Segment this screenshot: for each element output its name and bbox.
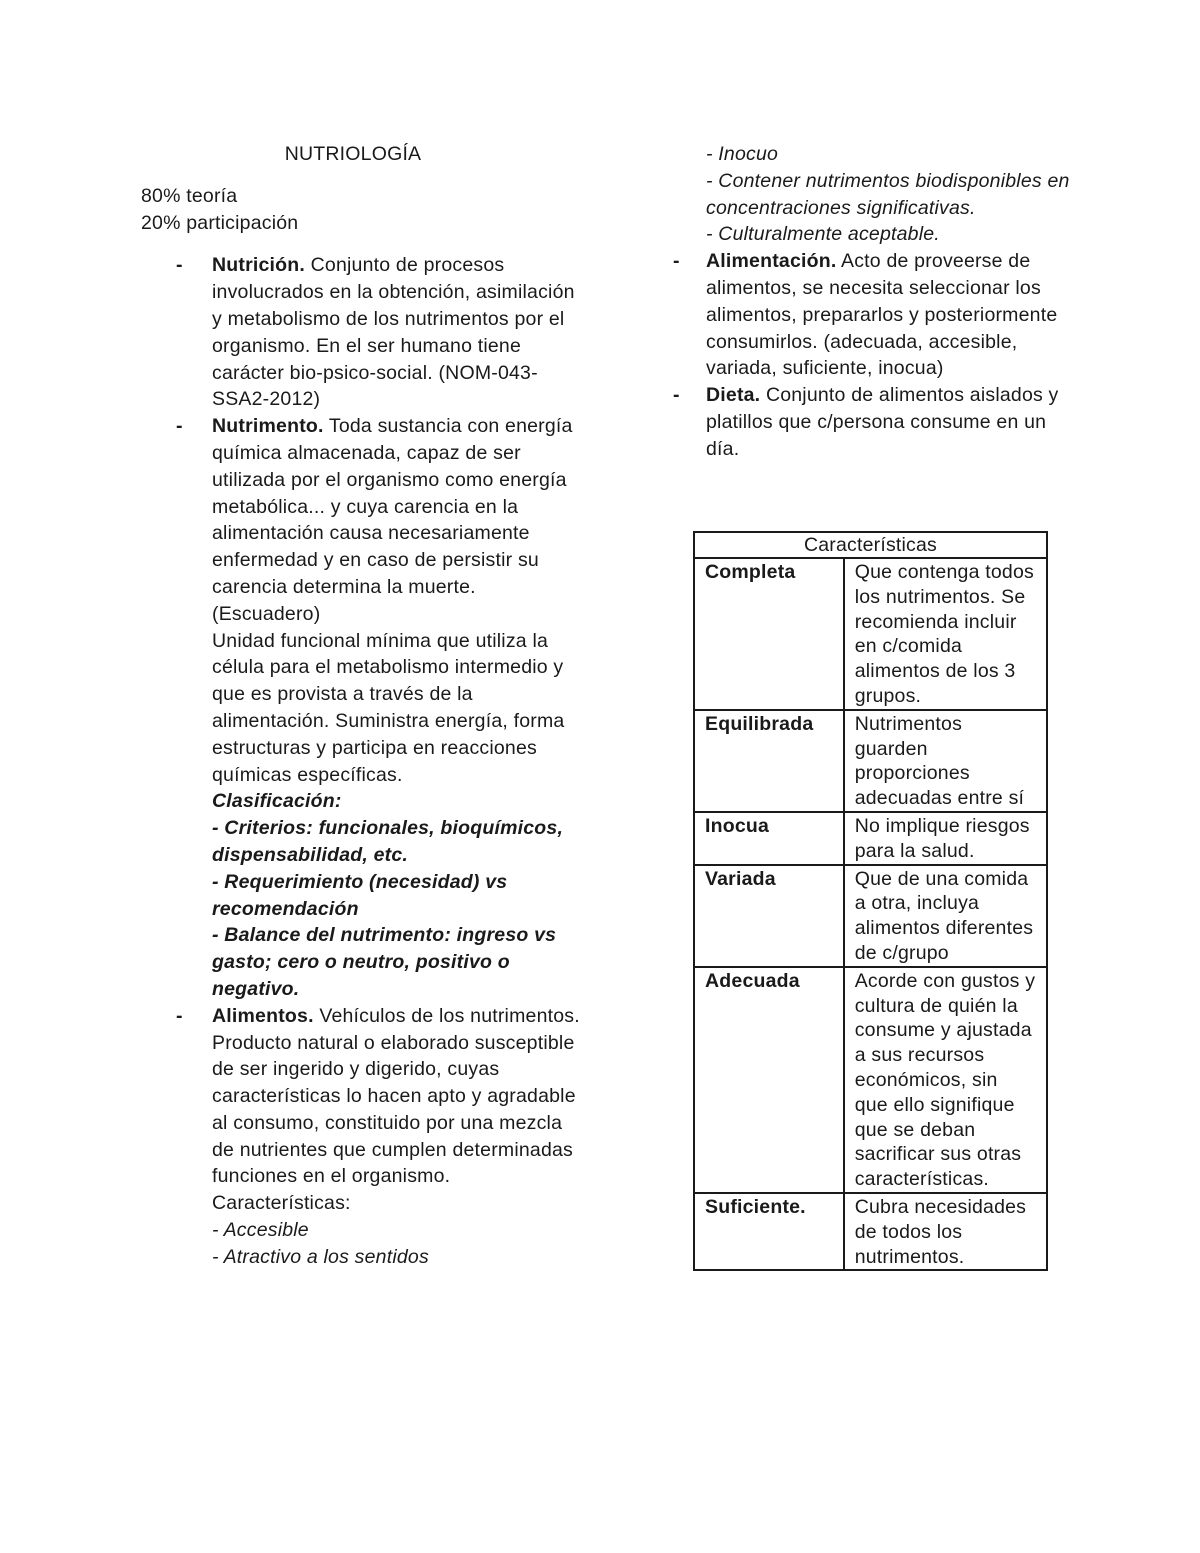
table-row xyxy=(694,1193,1047,1270)
caracteristica-item: - Culturalmente aceptable. xyxy=(706,223,940,246)
table-key: Inocua xyxy=(694,812,844,865)
grading-theory: 80% teoría xyxy=(141,184,238,207)
caracteristica-item: - Contener nutrimentos biodisponibles en concentraciones significativas. xyxy=(706,169,1070,219)
characteristics-table xyxy=(693,531,1048,1271)
term-alimentos: Alimentos. xyxy=(212,1004,314,1027)
left-column xyxy=(141,141,581,1271)
bullet-dash: - xyxy=(673,250,680,273)
table-header: Características xyxy=(694,532,1047,558)
table-value: Acorde con gustos y cultura de quién la consume y ajustada a sus recursos económicos, sin que ello signifique que se deban sacrificar sus otras características. xyxy=(844,967,1047,1193)
table-value: No implique riesgos para la salud. xyxy=(844,812,1047,865)
bullet-alimentacion xyxy=(673,248,1073,382)
table-header-row xyxy=(694,532,1047,558)
table-value: Nutrimentos guarden proporciones adecuadas entre sí xyxy=(844,710,1047,812)
definition-alimentacion: Acto de proveerse de alimentos, se necesita seleccionar los alimentos, prepararlos y posteriormente consumirlos. (adecuada, accesible, variada, suficiente, inocua) xyxy=(706,250,1058,380)
definition-nutrimento: Toda sustancia con energía química almacenada, capaz de ser utilizada por el organismo como energía metabólica... y cuya carencia en la alimentación causa necesariamente enfermedad y en caso de persistir su carencia determina la muerte. (Escuadero) xyxy=(212,415,573,625)
definition-dieta: Conjunto de alimentos aislados y platillos que c/persona consume en un día. xyxy=(706,384,1059,460)
bullet-alimentos xyxy=(141,1003,581,1271)
term-nutrimento: Nutrimento. xyxy=(212,415,324,438)
table-row xyxy=(694,865,1047,967)
table-row xyxy=(694,710,1047,812)
table-row xyxy=(694,812,1047,865)
table-row xyxy=(694,967,1047,1193)
clasificacion-item: - Criterios: funcionales, bioquímicos, dispensabilidad, etc. xyxy=(212,817,564,866)
term-dieta: Dieta. xyxy=(706,384,761,407)
clasificacion-item: - Balance del nutrimento: ingreso vs gasto; cero o neutro, positivo o negativo. xyxy=(212,924,557,1000)
bullet-dash: - xyxy=(176,254,183,277)
table-value: Que de una comida a otra, incluya alimentos diferentes de c/grupo xyxy=(844,865,1047,967)
caracteristicas-label: Características: xyxy=(212,1192,351,1215)
clasificacion-item: - Requerimiento (necesidad) vs recomendación xyxy=(212,870,508,920)
bullet-dieta xyxy=(673,382,1073,462)
grading-participation: 20% participación xyxy=(141,211,299,234)
table-key: Variada xyxy=(694,865,844,967)
right-column xyxy=(673,141,1073,463)
bullet-nutrimento xyxy=(141,413,581,1003)
table-row xyxy=(694,558,1047,710)
table-key: Suficiente. xyxy=(694,1193,844,1270)
definition-alimentos-2: Producto natural o elaborado susceptible de ser ingerido y digerido, cuyas características lo hacen apto y agradable al consumo, constituido por una mezcla de nutrientes que cumplen determinadas funciones en el organismo. xyxy=(212,1031,576,1188)
table-value: Cubra necesidades de todos los nutrimentos. xyxy=(844,1193,1047,1270)
caracteristica-item: - Accesible xyxy=(212,1219,309,1242)
term-nutricion: Nutrición. xyxy=(212,254,305,277)
term-alimentacion: Alimentación. xyxy=(706,250,837,273)
table-key: Adecuada xyxy=(694,967,844,1193)
caracteristica-item: - Atractivo a los sentidos xyxy=(212,1245,429,1268)
bullet-dash: - xyxy=(176,1004,183,1027)
definition-nutricion: Conjunto de procesos involucrados en la obtención, asimilación y metabolismo de los nutrimentos por el organismo. En el ser humano tiene carácter bio-psico-social. (NOM-043-SSA2-2012) xyxy=(212,254,575,411)
bullet-dash: - xyxy=(673,384,680,407)
clasificacion-label: Clasificación: xyxy=(212,790,342,813)
document-title: NUTRIOLOGÍA xyxy=(284,143,422,165)
table-key: Equilibrada xyxy=(694,710,844,812)
bullet-dash: - xyxy=(176,415,183,438)
caracteristica-item: - Inocuo xyxy=(706,143,779,165)
bullet-nutricion xyxy=(141,252,581,413)
table-value: Que contenga todos los nutrimentos. Se recomienda incluir en c/comida alimentos de los 3 grupos. xyxy=(844,558,1047,710)
definition-nutrimento-2: Unidad funcional mínima que utiliza la célula para el metabolismo intermedio y que es provista a través de la alimentación. Suministra energía, forma estructuras y participa en reacciones químicas específicas. xyxy=(212,629,565,786)
definition-alimentos: Vehículos de los nutrimentos. xyxy=(319,1004,580,1027)
table-key: Completa xyxy=(694,558,844,710)
